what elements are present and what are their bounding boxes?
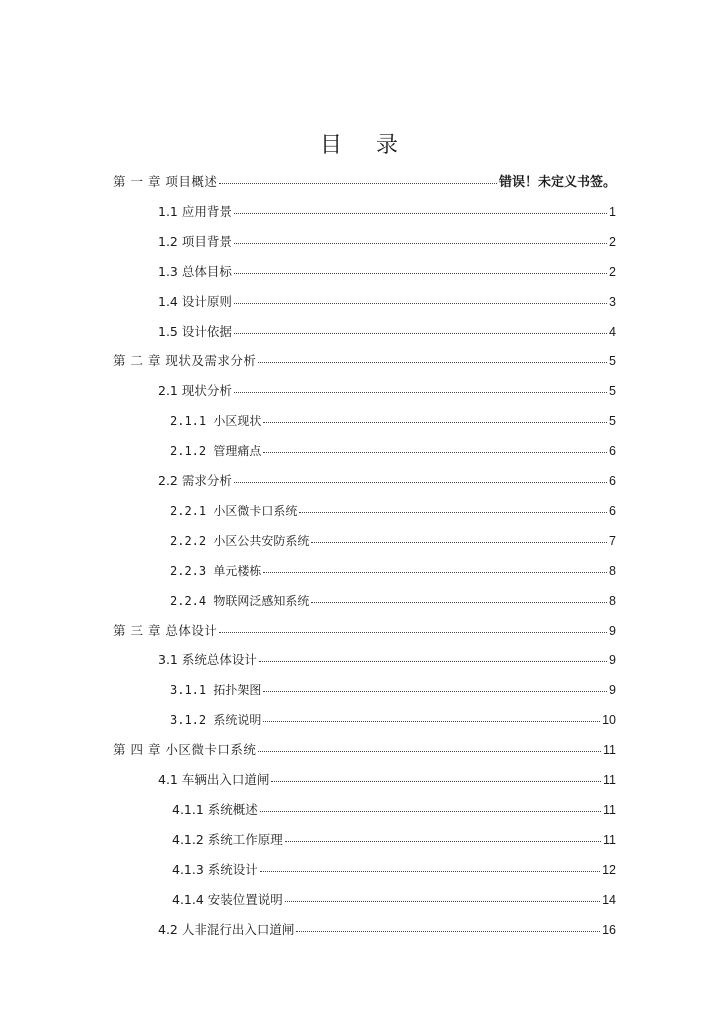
toc-entry-label: 3.1.1 拓扑架图 [170, 683, 262, 698]
toc-page-number: 9 [609, 623, 616, 638]
toc-leader-dots [259, 651, 607, 662]
toc-page-number: 8 [609, 563, 616, 578]
toc-page-number: 7 [609, 533, 616, 548]
toc-page-number: 11 [603, 802, 616, 817]
toc-entry[interactable] [158, 287, 616, 317]
toc-entry-label: 4.1 车辆出入口道闸 [158, 772, 270, 787]
toc-entry[interactable] [170, 406, 616, 436]
toc-entry[interactable] [170, 526, 616, 556]
toc-page-number: 4 [609, 324, 616, 339]
toc-entry-label: 4.1.3 系统设计 [172, 861, 258, 877]
toc-entry[interactable] [158, 317, 616, 347]
toc-leader-dots [263, 711, 600, 722]
toc-entry-label: 2.2.1 小区微卡口系统 [170, 503, 298, 518]
toc-page-number: 6 [609, 503, 616, 518]
toc-entry[interactable] [113, 167, 616, 197]
toc-page-number: 9 [609, 653, 616, 668]
toc-entry-label: 2.1.1 小区现状 [170, 414, 262, 429]
toc-entry-label: 1.1 应用背景 [158, 203, 232, 219]
toc-entry[interactable] [172, 795, 616, 825]
toc-page-number: 5 [609, 414, 616, 429]
toc-entry[interactable] [158, 645, 616, 675]
toc-entry-label: 第 四 章 小区微卡口系统 [113, 742, 257, 758]
toc-page-number: 1 [609, 204, 616, 219]
toc-page-number: 6 [609, 444, 616, 459]
toc-entry[interactable] [170, 496, 616, 526]
toc-page-number: 11 [603, 832, 616, 847]
toc-page-number: 2 [609, 234, 616, 249]
toc-page-number: 16 [602, 922, 616, 937]
toc-entry-label: 1.2 项目背景 [158, 233, 232, 249]
toc-leader-dots [311, 532, 607, 543]
toc-entry-label: 第 一 章 项目概述 [113, 174, 218, 189]
toc-entry-label: 1.3 总体目标 [158, 263, 232, 279]
toc-leader-dots [258, 352, 607, 363]
toc-page-number: 14 [602, 892, 616, 907]
toc-leader-dots [263, 412, 607, 423]
toc-entry[interactable] [113, 616, 616, 646]
toc-leader-dots [234, 382, 607, 393]
toc-leader-dots [285, 891, 600, 902]
toc-entry-label: 2.1.2 管理痛点 [170, 444, 262, 459]
toc-leader-dots [263, 562, 607, 573]
toc-page-number: 错误！未定义书签。 [498, 175, 616, 190]
toc-entry[interactable] [170, 556, 616, 586]
toc-entry[interactable] [172, 855, 616, 885]
toc-entry-label: 2.2.3 单元楼栋 [170, 563, 262, 578]
toc-page-number: 8 [609, 593, 616, 608]
toc-page-number: 5 [609, 384, 616, 399]
toc-page-number: 12 [602, 862, 616, 877]
toc-entry[interactable] [158, 257, 616, 287]
toc-entry-label: 2.2.2 小区公共安防系统 [170, 533, 310, 548]
toc-entry[interactable] [113, 735, 616, 765]
toc-leader-dots [234, 203, 607, 214]
toc-leader-dots [219, 173, 497, 184]
toc-leader-dots [263, 681, 607, 692]
toc-entry-label: 第 三 章 总体设计 [113, 622, 218, 638]
toc-entry[interactable] [158, 197, 616, 227]
toc-leader-dots [285, 831, 601, 842]
toc-entry-label: 4.1.2 系统工作原理 [172, 831, 283, 847]
toc-entry-label: 4.2 人非混行出入口道闸 [158, 921, 295, 937]
toc-leader-dots [260, 801, 601, 812]
toc-page-number: 5 [609, 354, 616, 369]
toc-page-number: 11 [603, 743, 616, 758]
toc-entry[interactable] [158, 227, 616, 257]
toc-leader-dots [234, 323, 607, 334]
toc-page-number: 3 [609, 294, 616, 309]
toc-entry[interactable] [158, 915, 616, 945]
toc-page-number: 9 [609, 683, 616, 698]
toc-entry[interactable] [158, 765, 616, 795]
toc-entry[interactable] [170, 436, 616, 466]
toc-entry[interactable] [158, 376, 616, 406]
toc-entry[interactable] [170, 675, 616, 705]
toc-title: 目 录 [319, 133, 404, 158]
toc-entry-label: 2.1 现状分析 [158, 383, 232, 399]
toc-entry-label: 1.5 设计依据 [158, 323, 232, 339]
toc-entry-label: 3.1 系统总体设计 [158, 652, 257, 668]
toc-page-number: 10 [602, 713, 616, 728]
toc-entry-label: 4.1.4 安装位置说明 [172, 891, 283, 907]
toc-entry-label: 3.1.2 系统说明 [170, 713, 262, 728]
toc-leader-dots [234, 293, 607, 304]
toc-entry-label: 1.4 设计原则 [158, 293, 232, 309]
toc-entry[interactable] [172, 825, 616, 855]
toc-leader-dots [271, 771, 601, 782]
toc-leader-dots [234, 233, 607, 244]
toc-entry[interactable] [158, 466, 616, 496]
toc-entry-label: 2.2 需求分析 [158, 473, 232, 488]
toc-leader-dots [260, 861, 600, 872]
toc-entry-label: 2.2.4 物联网泛感知系统 [170, 593, 310, 608]
toc-leader-dots [311, 592, 607, 603]
toc-leader-dots [219, 622, 607, 633]
toc-leader-dots [258, 741, 601, 752]
toc-entry[interactable] [172, 885, 616, 915]
toc-leader-dots [234, 263, 607, 274]
toc-leader-dots [263, 442, 607, 453]
toc-leader-dots [299, 502, 607, 513]
toc-entry[interactable] [170, 586, 616, 616]
toc-page-number: 11 [603, 773, 616, 787]
toc-page-number: 6 [609, 474, 616, 488]
toc-entry[interactable] [170, 705, 616, 735]
toc-entry-label: 第 二 章 现状及需求分析 [113, 353, 257, 369]
toc-entry-label: 4.1.1 系统概述 [172, 801, 258, 817]
toc-entry[interactable] [113, 346, 616, 376]
toc-leader-dots [296, 921, 600, 932]
toc-page-number: 2 [609, 264, 616, 279]
toc-leader-dots [234, 472, 607, 483]
